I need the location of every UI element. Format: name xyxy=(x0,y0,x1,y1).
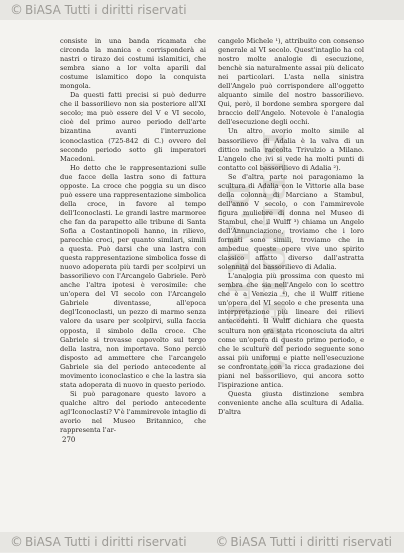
copyright-icon: © xyxy=(10,535,23,550)
watermark-banner-top xyxy=(0,0,404,20)
watermark-text: BiASA Tutti i diritti riservati xyxy=(25,3,187,17)
copyright-icon: © xyxy=(10,3,23,18)
watermark-text: BiASA Tutti i diritti riservati xyxy=(25,535,187,549)
watermark-text: BiASA Tutti i diritti riservati xyxy=(230,535,392,549)
copyright-icon: © xyxy=(215,535,229,550)
left-text-column xyxy=(60,37,206,435)
paragraph: L'analogia più prossima con questo mi sembra che sia nell'Angelo con lo scettro che è a Venezia ⁴), che il Wulff ritiene un'opera del VI secolo e che presenta una interpretazione più lineare dei rilievi antecedenti. Il Wulff dichiara che questa scultura non era stata riconosciuta da altri come un'opera di questo primo periodo, e che le sculture del periodo seguente sono assai più uniformi e piatte nell'esecuzione se confrontate con la ricca gradazione dei piani nel bassorilievo, qui ancora sotto l'ispirazione antica. xyxy=(218,272,364,389)
page-number: 270 xyxy=(62,436,76,444)
paragraph: Questa giusta distinzione sembra conveniente anche alla scultura di Adalia. D'altra xyxy=(218,389,364,416)
right-text-column xyxy=(218,37,364,417)
paragraph: Un altro avorio molto simile al bassorilievo di Adalia è la valva di un dittico nella raccolta Trivulzio a Milano. L'angelo che ivi si vede ha molti punti di contatto col bassorilievo di Adalia ²). xyxy=(218,127,364,172)
paragraph: Se d'altra parte noi paragoniamo la scultura di Adalia con le Vittorie alla base della colonna di Marciano a Stambul, dell'anno V secolo, o con l'ammirevole figura muliebre di donna nel Museo di Stambul, che il Wulff ³) chiama un Angelo dell'Annunciazione, troviamo che i loro formati sono simili, troviamo che in ambedue queste opere vive uno spirito classico affatto diverso dall'astratta solennità del bassorilievo di Adalia. xyxy=(218,172,364,272)
paragraph: Si può paragonare questo lavoro a qualche altro del periodo antecedente agl'Iconoclasti? V'è l'ammirevole intaglio di avorio nel Museo Britannico, che rappresenta l'ar- xyxy=(60,389,206,435)
watermark-banner-bottom xyxy=(0,532,404,552)
paragraph: Da questi fatti precisi si può dedurre che il bassorilievo non sia posteriore all'XI secolo; ma può essere del V e VI secolo, cioè del primo aureo periodo dell'arte bizantina avanti l'interruzione iconoclastica (725-842 di C.) ovvero del secondo periodo sotto gli imperatori Macedoni. xyxy=(60,91,206,163)
paragraph: cangelo Michele ¹), attribuito con consenso generale al VI secolo. Quest'intaglio ha col nostro molte analogie di esecuzione, benchè sia naturalmente assai più delicato nei particolari. L'asta nella sinistra dell'Angelo può corrispondere all'oggetto alquanto simile del nostro bassorilievo. Qui, però, il bordone sembra sporgere dal braccio dell'Angelo. Notevole è l'analogia dell'esecuzione degli occhi. xyxy=(218,37,364,127)
paragraph: consiste in una banda ricamata che circonda la manica e corrisponderà ai nastri o tirazo dei costumi islamitici, che sembra siano a lor volta aparili dal costume islamitico dopo la conquista mongola. xyxy=(60,37,206,91)
paragraph: Ho detto che le rappresentazioni sulle due facce della lastra sono di fattura opposte. La croce che poggia su un disco può essere una rappresentazione simbolica della croce, in favore al tempo dell'Iconoclasti. Le grandi lastre marmoree che fan da parapetto alle tribune di Santa Sofia a Costantinopoli hanno, in rilievo, parecchie croci, per quanto similari, simili a questa. Può darsi che una lastra con questa rappresentazione simbolica fosse di nuovo adoperata più tardi per scolpirvi un bassorilievo con l'Arcangelo Gabriele. Però anche l'altra ipotesi è verosimile: che un'opera del VI secolo con l'Arcangelo Gabriele diventasse, all'epoca degl'Iconoclasti, un pezzo di marmo senza valore da usare per scolpirvi, sulla faccia opposta, il simbolo della croce. Che Gabriele si trovasse capovolto sul tergo della lastra, non importava. Sono perciò disposto ad ammettere che l'arcangelo Gabriele sia del periodo antecedente al movimento iconoclastico e che la lastra sia stata adoperata di nuovo in questo periodo. xyxy=(60,163,206,389)
center-seal-watermark: BIBLIOTECA D'ARTE xyxy=(220,130,290,380)
